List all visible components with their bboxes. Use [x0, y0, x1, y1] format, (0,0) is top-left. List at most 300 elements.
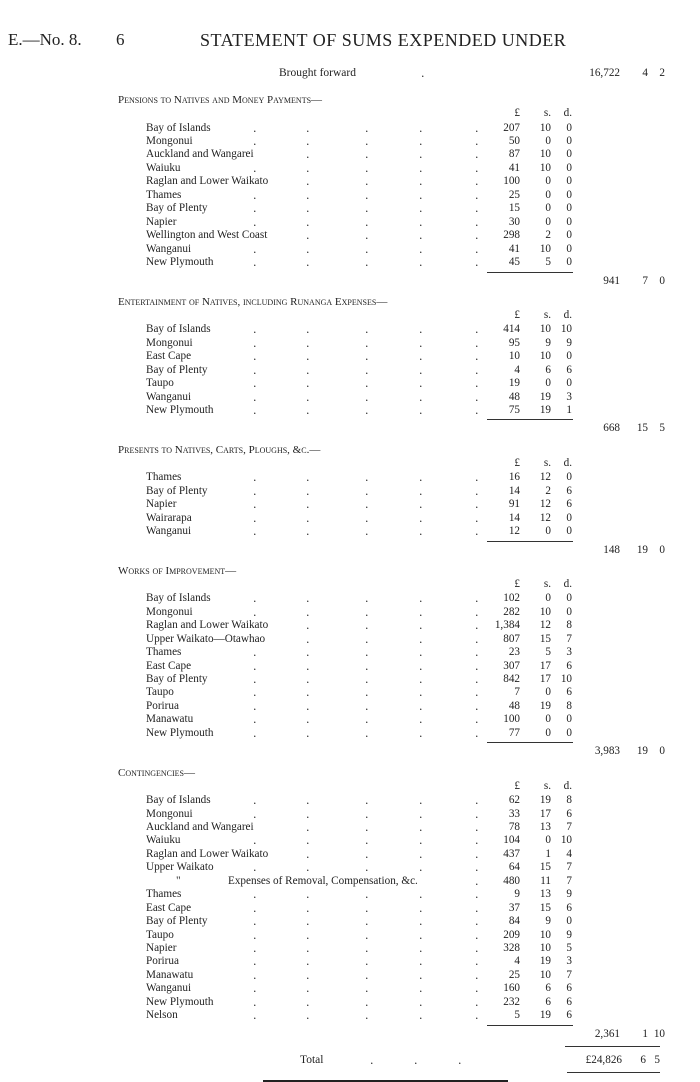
item-shillings: 19: [539, 391, 551, 403]
leader-dot: .: [365, 660, 369, 673]
leader-dot: .: [365, 189, 369, 202]
brought-forward-pounds: 16,722: [589, 67, 620, 79]
section-3-total-pounds: 148: [603, 544, 620, 556]
leader-dot: .: [419, 404, 423, 417]
leader-dot: .: [475, 727, 479, 740]
grand-total-top-rule: [565, 1046, 660, 1047]
leader-dot: .: [419, 942, 423, 955]
section-4-heading: Works of Improvement—: [118, 564, 237, 577]
leader-dot: .: [414, 1054, 418, 1067]
leader-dot: .: [253, 902, 257, 915]
item-pounds: 41: [508, 243, 520, 255]
section-4-subtotal-rule: [487, 742, 573, 743]
item-shillings: 0: [545, 175, 551, 187]
item-shillings: 17: [539, 808, 551, 820]
leader-dot: .: [475, 175, 479, 188]
item-pounds: 9: [514, 888, 520, 900]
item-pence: 0: [566, 135, 572, 147]
item-name: New Plymouth: [146, 404, 214, 416]
leader-dot: .: [475, 673, 479, 686]
leader-dot: .: [475, 135, 479, 148]
leader-dot: .: [419, 686, 423, 699]
item-pence: 7: [566, 969, 572, 981]
item-shillings: 0: [545, 727, 551, 739]
item-shillings: 10: [539, 122, 551, 134]
leader-dot: .: [365, 162, 369, 175]
leader-dot: .: [421, 67, 425, 80]
leader-dot: .: [306, 982, 310, 995]
leader-dot: .: [306, 619, 310, 632]
leader-dot: .: [475, 243, 479, 256]
item-pence: 3: [566, 391, 572, 403]
item-shillings: 0: [545, 525, 551, 537]
item-shillings: 6: [545, 364, 551, 376]
item-pence: 7: [566, 861, 572, 873]
item-shillings: 19: [539, 794, 551, 806]
item-pence: 6: [566, 902, 572, 914]
item-pounds: 328: [503, 942, 520, 954]
item-name: Taupo: [146, 377, 174, 389]
leader-dot: .: [475, 633, 479, 646]
item-name: Bay of Islands: [146, 794, 211, 806]
item-name: Wanganui: [146, 525, 192, 537]
pounds-column-heading: £: [514, 309, 520, 322]
leader-dot: .: [306, 148, 310, 161]
leader-dot: .: [475, 619, 479, 632]
leader-dot: .: [306, 525, 310, 538]
item-pounds: 480: [503, 875, 520, 887]
leader-dot: .: [475, 821, 479, 834]
leader-dot: .: [253, 512, 257, 525]
grand-total-pounds: £24,826: [585, 1054, 622, 1066]
leader-dot: .: [306, 606, 310, 619]
leader-dot: .: [419, 162, 423, 175]
leader-dot: .: [419, 969, 423, 982]
item-name: East Cape: [146, 660, 192, 672]
item-pence: 0: [566, 606, 572, 618]
leader-dot: .: [306, 915, 310, 928]
leader-dot: .: [365, 955, 369, 968]
leader-dot: .: [365, 902, 369, 915]
leader-dot: .: [419, 619, 423, 632]
item-shillings: 0: [545, 202, 551, 214]
item-pounds: 95: [508, 337, 520, 349]
leader-dot: .: [475, 888, 479, 901]
item-name: Porirua: [146, 700, 179, 712]
leader-dot: .: [475, 512, 479, 525]
leader-dot: .: [475, 404, 479, 417]
leader-dot: .: [253, 942, 257, 955]
leader-dot: .: [365, 633, 369, 646]
leader-dot: .: [475, 808, 479, 821]
leader-dot: .: [306, 727, 310, 740]
leader-dot: .: [253, 727, 257, 740]
leader-dot: .: [306, 404, 310, 417]
leader-dot: .: [419, 377, 423, 390]
item-name: Mongonui: [146, 808, 193, 820]
leader-dot: .: [306, 794, 310, 807]
leader-dot: .: [306, 834, 310, 847]
item-shillings: 9: [545, 915, 551, 927]
item-pence: 6: [566, 498, 572, 510]
pounds-column-heading: £: [514, 779, 520, 792]
section-4-total-pence: 0: [659, 745, 665, 757]
item-name: Bay of Islands: [146, 592, 211, 604]
leader-dot: .: [419, 834, 423, 847]
leader-dot: .: [419, 794, 423, 807]
leader-dot: .: [365, 606, 369, 619]
item-shillings: 0: [545, 189, 551, 201]
leader-dot: .: [306, 162, 310, 175]
leader-dot: .: [365, 888, 369, 901]
leader-dot: .: [370, 1054, 374, 1067]
item-pence: 0: [566, 189, 572, 201]
leader-dot: .: [365, 1009, 369, 1022]
leader-dot: .: [365, 135, 369, 148]
leader-dot: .: [475, 942, 479, 955]
leader-dot: .: [306, 713, 310, 726]
item-shillings: 5: [545, 256, 551, 268]
item-shillings: 15: [539, 902, 551, 914]
leader-dot: .: [253, 162, 257, 175]
leader-dot: .: [253, 525, 257, 538]
leader-dot: .: [306, 122, 310, 135]
item-name: Bay of Plenty: [146, 673, 208, 685]
item-pence: 6: [566, 808, 572, 820]
item-pounds: 16: [508, 471, 520, 483]
leader-dot: .: [365, 686, 369, 699]
leader-dot: .: [475, 969, 479, 982]
leader-dot: .: [306, 955, 310, 968]
item-pence: 0: [566, 202, 572, 214]
section-2-subtotal-rule: [487, 419, 573, 420]
leader-dot: .: [306, 216, 310, 229]
item-pounds: 78: [508, 821, 520, 833]
leader-dot: .: [253, 256, 257, 269]
leader-dot: .: [419, 498, 423, 511]
leader-dot: .: [253, 929, 257, 942]
item-pence: 0: [566, 122, 572, 134]
leader-dot: .: [419, 229, 423, 242]
leader-dot: .: [253, 673, 257, 686]
item-shillings: 19: [539, 955, 551, 967]
item-pence: 3: [566, 955, 572, 967]
item-pounds: 37: [508, 902, 520, 914]
section-1-heading: Pensions to Natives and Money Payments—: [118, 94, 323, 106]
leader-dot: .: [306, 364, 310, 377]
item-pence: 0: [566, 162, 572, 174]
shillings-column-heading: s.: [543, 578, 551, 591]
leader-dot: .: [306, 189, 310, 202]
leader-dot: .: [475, 202, 479, 215]
item-pounds: 30: [508, 216, 520, 228]
pounds-column-heading: £: [514, 457, 520, 470]
leader-dot: .: [419, 471, 423, 484]
item-name: Napier: [146, 942, 177, 954]
leader-dot: .: [475, 485, 479, 498]
item-name: Upper Waikato—Otawhao: [146, 633, 266, 645]
leader-dot: .: [475, 929, 479, 942]
leader-dot: .: [365, 713, 369, 726]
item-pence: 0: [566, 256, 572, 268]
item-name: Thames: [146, 888, 182, 900]
leader-dot: .: [253, 377, 257, 390]
leader-dot: .: [365, 229, 369, 242]
item-name: New Plymouth: [146, 996, 214, 1008]
leader-dot: .: [306, 686, 310, 699]
item-shillings: 0: [545, 686, 551, 698]
leader-dot: .: [365, 202, 369, 215]
item-pounds: 14: [508, 485, 520, 497]
item-shillings: 0: [545, 713, 551, 725]
item-pence: 1: [566, 404, 572, 416]
item-pence: 0: [566, 512, 572, 524]
leader-dot: .: [253, 485, 257, 498]
leader-dot: .: [365, 512, 369, 525]
section-5-total-pounds: 2,361: [594, 1028, 620, 1040]
section-1-total-pounds: 941: [603, 275, 620, 287]
leader-dot: .: [306, 175, 310, 188]
item-shillings: 0: [545, 834, 551, 846]
leader-dot: .: [253, 404, 257, 417]
leader-dot: .: [253, 350, 257, 363]
leader-dot: .: [365, 592, 369, 605]
leader-dot: .: [253, 888, 257, 901]
item-subdescription: Expenses of Removal, Compensation, &c.: [228, 875, 418, 887]
item-pence: 8: [566, 619, 572, 631]
item-shillings: 12: [539, 498, 551, 510]
leader-dot: .: [475, 337, 479, 350]
document-reference: E.—No. 8.: [8, 30, 82, 49]
item-pounds: 87: [508, 148, 520, 160]
item-name: East Cape: [146, 902, 192, 914]
leader-dot: .: [365, 929, 369, 942]
item-pounds: 100: [503, 713, 520, 725]
item-name: Bay of Plenty: [146, 915, 208, 927]
leader-dot: .: [365, 982, 369, 995]
leader-dot: .: [306, 808, 310, 821]
leader-dot: .: [365, 404, 369, 417]
item-shillings: 10: [539, 148, 551, 160]
item-pence: 0: [566, 175, 572, 187]
item-shillings: 0: [545, 592, 551, 604]
item-pounds: 10: [508, 350, 520, 362]
item-name: Upper Waikato: [146, 861, 214, 873]
item-pence: 8: [566, 794, 572, 806]
item-pounds: 207: [503, 122, 520, 134]
item-name: Waiuku: [146, 834, 181, 846]
leader-dot: .: [253, 364, 257, 377]
section-3-total-pence: 0: [659, 544, 665, 556]
item-pounds: 48: [508, 391, 520, 403]
item-pence: 0: [566, 525, 572, 537]
leader-dot: .: [306, 391, 310, 404]
item-name: Raglan and Lower Waikato: [146, 619, 269, 631]
item-pounds: 100: [503, 175, 520, 187]
item-pounds: 14: [508, 512, 520, 524]
section-1-total-shillings: 7: [642, 275, 648, 287]
leader-dot: .: [475, 471, 479, 484]
item-pence: 9: [566, 929, 572, 941]
leader-dot: .: [419, 175, 423, 188]
leader-dot: .: [419, 861, 423, 874]
leader-dot: .: [419, 1009, 423, 1022]
leader-dot: .: [306, 256, 310, 269]
item-name: Napier: [146, 498, 177, 510]
leader-dot: .: [365, 216, 369, 229]
leader-dot: .: [253, 202, 257, 215]
leader-dot: .: [475, 525, 479, 538]
leader-dot: .: [475, 794, 479, 807]
item-name: Wanganui: [146, 391, 192, 403]
leader-dot: .: [419, 148, 423, 161]
leader-dot: .: [306, 1009, 310, 1022]
leader-dot: .: [475, 686, 479, 699]
section-5-subtotal-rule: [487, 1025, 573, 1026]
item-name: Bay of Plenty: [146, 364, 208, 376]
item-pounds: 41: [508, 162, 520, 174]
leader-dot: .: [419, 700, 423, 713]
leader-dot: .: [475, 323, 479, 336]
item-name: Auckland and Wangarei: [146, 148, 254, 160]
leader-dot: .: [365, 350, 369, 363]
item-shillings: 12: [539, 512, 551, 524]
leader-dot: .: [419, 633, 423, 646]
leader-dot: .: [253, 969, 257, 982]
item-name: Napier: [146, 216, 177, 228]
leader-dot: .: [306, 512, 310, 525]
section-5-total-pence: 10: [653, 1028, 665, 1040]
leader-dot: .: [306, 633, 310, 646]
leader-dot: .: [306, 202, 310, 215]
pounds-column-heading: £: [514, 578, 520, 591]
item-pence: 7: [566, 633, 572, 645]
brought-forward-pence: 2: [659, 67, 665, 79]
item-shillings: 11: [540, 875, 551, 887]
leader-dot: .: [475, 606, 479, 619]
leader-dot: .: [419, 660, 423, 673]
section-3-heading: Presents to Natives, Carts, Ploughs, &c.—: [118, 443, 321, 456]
leader-dot: .: [365, 834, 369, 847]
section-4-total-shillings: 19: [636, 745, 648, 757]
leader-dot: .: [475, 700, 479, 713]
item-pounds: 160: [503, 982, 520, 994]
leader-dot: .: [306, 229, 310, 242]
leader-dot: .: [365, 525, 369, 538]
leader-dot: .: [306, 323, 310, 336]
leader-dot: .: [306, 942, 310, 955]
item-name: New Plymouth: [146, 256, 214, 268]
leader-dot: .: [253, 996, 257, 1009]
leader-dot: .: [253, 216, 257, 229]
leader-dot: .: [253, 323, 257, 336]
leader-dot: .: [365, 646, 369, 659]
item-pence: 0: [566, 377, 572, 389]
pounds-column-heading: £: [514, 107, 520, 120]
item-name: Wairarapa: [146, 512, 192, 524]
leader-dot: .: [253, 189, 257, 202]
leader-dot: .: [253, 592, 257, 605]
item-name: Manawatu: [146, 713, 194, 725]
leader-dot: .: [253, 955, 257, 968]
item-name: New Plymouth: [146, 727, 214, 739]
leader-dot: .: [475, 592, 479, 605]
leader-dot: .: [365, 673, 369, 686]
leader-dot: .: [419, 606, 423, 619]
leader-dot: .: [419, 808, 423, 821]
item-name: Thames: [146, 189, 182, 201]
leader-dot: .: [306, 929, 310, 942]
item-shillings: 6: [545, 996, 551, 1008]
item-shillings: 10: [539, 969, 551, 981]
leader-dot: .: [365, 323, 369, 336]
pence-column-heading: d.: [563, 779, 572, 792]
brought-forward-label: Brought forward: [279, 67, 356, 79]
leader-dot: .: [365, 915, 369, 928]
item-pence: 6: [566, 686, 572, 698]
leader-dot: .: [365, 700, 369, 713]
section-4-total-pounds: 3,983: [594, 745, 620, 757]
leader-dot: .: [475, 391, 479, 404]
pence-column-heading: d.: [563, 107, 572, 120]
item-shillings: 17: [539, 673, 551, 685]
item-pence: 6: [566, 996, 572, 1008]
leader-dot: .: [306, 660, 310, 673]
leader-dot: .: [365, 364, 369, 377]
leader-dot: .: [253, 243, 257, 256]
item-name: Waiuku: [146, 162, 181, 174]
brought-forward-shillings: 4: [642, 67, 648, 79]
shillings-column-heading: s.: [543, 107, 551, 120]
leader-dot: .: [475, 902, 479, 915]
item-name: Manawatu: [146, 969, 194, 981]
section-2-heading: Entertainment of Natives, including Runanga Expenses—: [118, 295, 388, 308]
item-shillings: 10: [539, 929, 551, 941]
item-pounds: 62: [508, 794, 520, 806]
leader-dot: .: [475, 122, 479, 135]
item-shillings: 15: [539, 861, 551, 873]
leader-dot: .: [365, 619, 369, 632]
item-pounds: 298: [503, 229, 520, 241]
section-5-total-shillings: 1: [642, 1028, 648, 1040]
item-shillings: 19: [539, 700, 551, 712]
leader-dot: .: [365, 942, 369, 955]
item-name: Raglan and Lower Waikato: [146, 848, 269, 860]
leader-dot: .: [306, 471, 310, 484]
ditto-mark: ": [176, 875, 181, 887]
item-pounds: 102: [503, 592, 520, 604]
item-pence: 3: [566, 646, 572, 658]
grand-total-bottom-rule: [567, 1072, 660, 1073]
item-pence: 0: [566, 713, 572, 725]
item-pence: 0: [566, 592, 572, 604]
item-shillings: 6: [545, 982, 551, 994]
item-shillings: 13: [539, 821, 551, 833]
section-3-total-shillings: 19: [636, 544, 648, 556]
leader-dot: .: [475, 646, 479, 659]
item-pence: 9: [566, 337, 572, 349]
leader-dot: .: [419, 821, 423, 834]
item-pounds: 104: [503, 834, 520, 846]
leader-dot: .: [253, 700, 257, 713]
item-pounds: 84: [508, 915, 520, 927]
leader-dot: .: [475, 350, 479, 363]
item-shillings: 9: [545, 337, 551, 349]
item-shillings: 1: [545, 848, 551, 860]
leader-dot: .: [306, 243, 310, 256]
item-pence: 8: [566, 700, 572, 712]
leader-dot: .: [253, 808, 257, 821]
